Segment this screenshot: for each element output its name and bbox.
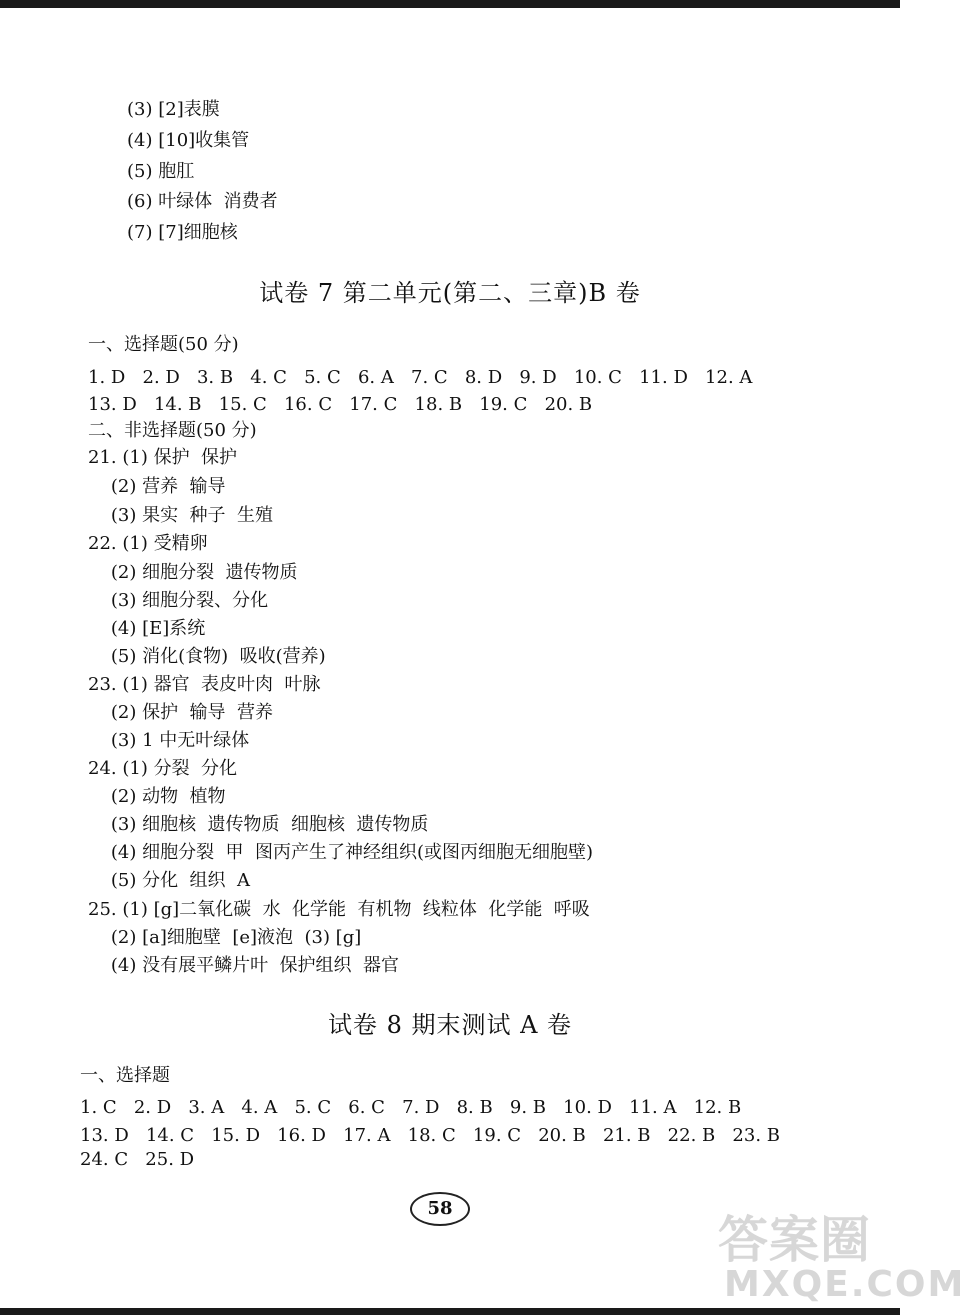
test8-title: 试卷 8 期末测试 A 卷 bbox=[327, 1011, 573, 1039]
choice-answers-row: 13. D 14. B 15. C 16. C 17. C 18. B 19. C 20. B bbox=[88, 394, 593, 415]
answer-line: 22. (1) 受精卵 bbox=[88, 533, 208, 554]
answer-line: (3) [2]表膜 bbox=[127, 99, 220, 120]
answer-line: 21. (1) 保护 保护 bbox=[88, 447, 238, 468]
top-border bbox=[0, 0, 900, 8]
choice-answers-row: 13. D 14. C 15. D 16. D 17. A 18. C 19. C 20. B 21. B 22. B 23. B bbox=[80, 1125, 780, 1146]
answer-line: (4) 细胞分裂 甲 图丙产生了神经组织(或图丙细胞无细胞壁) bbox=[88, 842, 594, 863]
answer-line: (3) 细胞核 遗传物质 细胞核 遗传物质 bbox=[88, 814, 429, 835]
choice-heading: 一、选择题(50 分) bbox=[88, 334, 239, 355]
answer-line: (3) 细胞分裂、分化 bbox=[88, 590, 269, 611]
answer-line: (5) 分化 组织 A bbox=[88, 870, 250, 891]
answer-line: 24. (1) 分裂 分化 bbox=[88, 758, 238, 779]
answer-line: (3) 果实 种子 生殖 bbox=[88, 505, 273, 526]
answer-line: (4) [10]收集管 bbox=[127, 130, 250, 151]
watermark-main: 答案圈 bbox=[718, 1210, 871, 1269]
test7-title: 试卷 7 第二单元(第二、三章)B 卷 bbox=[259, 279, 641, 307]
choice-answers-row: 24. C 25. D bbox=[80, 1149, 195, 1170]
bottom-border bbox=[0, 1308, 900, 1315]
choice-answers-row: 1. C 2. D 3. A 4. A 5. C 6. C 7. D 8. B 9. B 10. D 11. A 12. B bbox=[80, 1097, 742, 1118]
answer-line: 23. (1) 器官 表皮叶肉 叶脉 bbox=[88, 674, 321, 695]
answer-line: (5) 胞肛 bbox=[127, 161, 195, 182]
answer-line: (7) [7]细胞核 bbox=[127, 222, 238, 243]
page-number: 58 bbox=[410, 1192, 470, 1226]
choice-answers-row: 1. D 2. D 3. B 4. C 5. C 6. A 7. C 8. D 9. D 10. C 11. D 12. A bbox=[88, 367, 753, 388]
nonchoice-heading: 二、非选择题(50 分) bbox=[88, 420, 257, 441]
answer-line: (2) 细胞分裂 遗传物质 bbox=[88, 562, 298, 583]
answer-line: (3) 1 中无叶绿体 bbox=[88, 730, 250, 751]
answer-line: (6) 叶绿体 消费者 bbox=[127, 191, 278, 212]
answer-line: (4) [E]系统 bbox=[88, 618, 206, 639]
answer-line: 25. (1) [g]二氧化碳 水 化学能 有机物 线粒体 化学能 呼吸 bbox=[88, 899, 590, 920]
answer-line: (2) 动物 植物 bbox=[88, 786, 226, 807]
choice-heading: 一、选择题 bbox=[80, 1065, 170, 1086]
answer-line: (2) 保护 输导 营养 bbox=[88, 702, 273, 723]
answer-line: (5) 消化(食物) 吸收(营养) bbox=[88, 646, 326, 667]
answer-line: (2) [a]细胞壁 [e]液泡 (3) [g] bbox=[88, 927, 362, 948]
answer-line: (4) 没有展平鳞片叶 保护组织 器官 bbox=[88, 955, 399, 976]
answer-line: (2) 营养 输导 bbox=[88, 476, 226, 497]
watermark-sub: MXQE.COM bbox=[724, 1264, 965, 1305]
watermark-logo bbox=[718, 1210, 965, 1308]
